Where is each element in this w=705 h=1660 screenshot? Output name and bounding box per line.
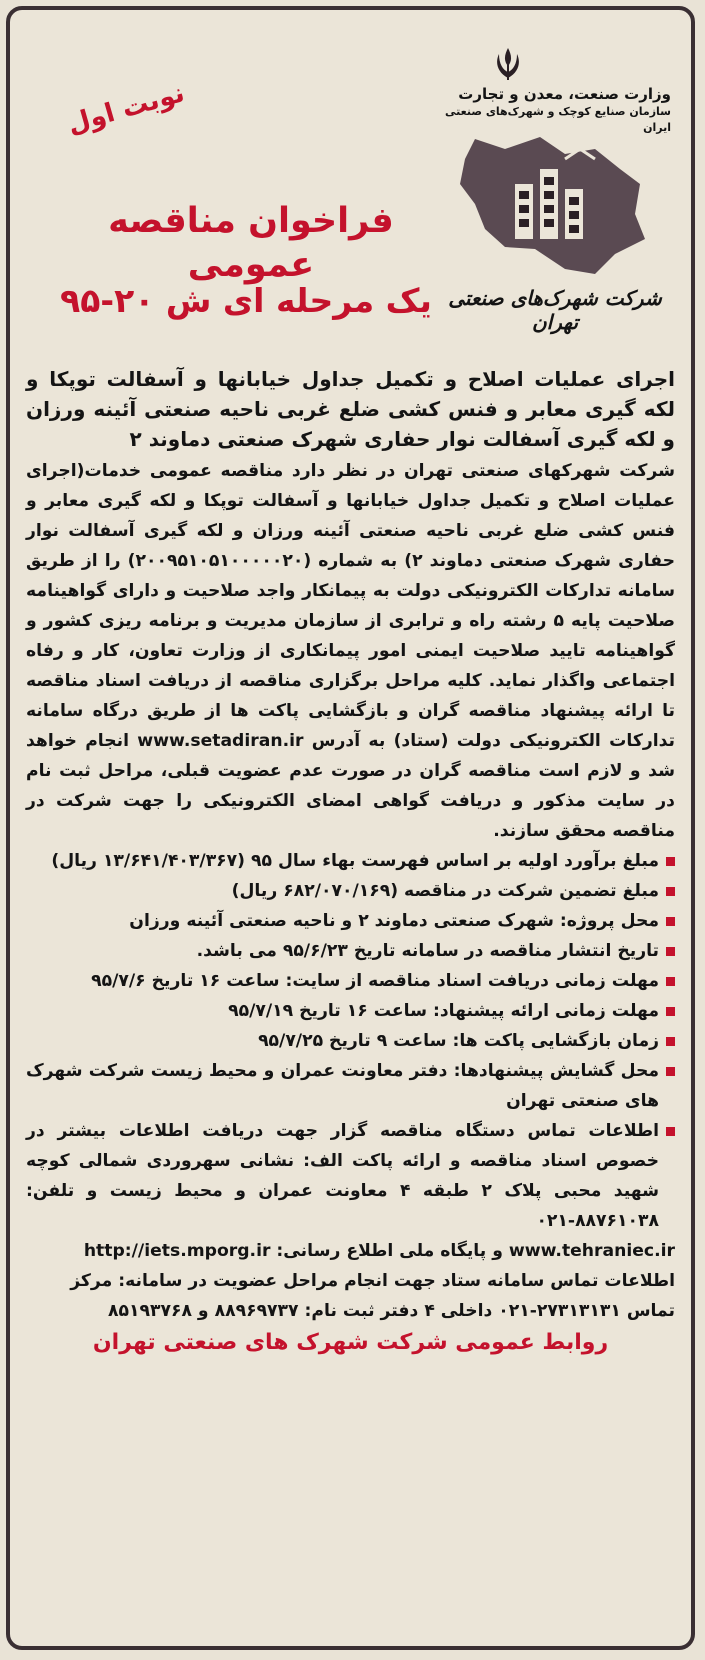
bullet-icon xyxy=(666,857,675,866)
bullet-icon xyxy=(666,887,675,896)
item-text: تاریخ انتشار مناقصه در سامانه تاریخ ۹۵/۶/۲۳ می باشد. xyxy=(196,941,659,961)
iran-emblem-icon xyxy=(491,46,525,82)
bullet-icon xyxy=(666,1037,675,1046)
list-item xyxy=(26,876,675,906)
list-item xyxy=(26,846,675,876)
organization-name: سازمان صنایع کوچک و شهرک‌های صنعتی ایران xyxy=(445,105,671,134)
company-logo-text: شرکت شهرک‌های صنعتی تهران xyxy=(448,286,662,334)
website-info: www.tehraniec.ir و پایگاه ملی اطلاع رسانی: http://iets.mporg.ir xyxy=(83,1241,675,1261)
list-item xyxy=(26,1026,675,1056)
notice-content xyxy=(26,24,675,1632)
public-relations-signature: روابط عمومی شرکت شهرک های صنعتی تهران xyxy=(92,1330,609,1355)
item-text: مهلت زمانی دریافت اسناد مناقصه از سایت: ساعت ۱۶ تاریخ ۹۵/۷/۶ xyxy=(91,971,659,991)
ministry-name: وزارت صنعت، معدن و تجارت xyxy=(458,85,671,103)
intro-text-part2: انجام خواهد شد و لازم است مناقصه گران در صورت عدم عضویت قبلی، مراحل ثبت نام در سایت مذکور و دریافت گواهی امضای الکترونیکی را جهت شرکت در مناقصه محقق سازند. xyxy=(26,731,675,841)
tender-details-list xyxy=(26,846,675,1236)
bullet-icon xyxy=(666,1007,675,1016)
list-item xyxy=(26,1116,675,1236)
notice-subtitle: یک مرحله ای ش ۲۰-۹۵ xyxy=(60,281,432,320)
list-item xyxy=(26,936,675,966)
tender-subject: اجرای عملیات اصلاح و تکمیل جداول خیابانها و آسفالت توپکا و لکه گیری معابر و فنس کشی ضلع غربی ناحیه صنعتی آئینه ورزان و لکه گیری آسفالت نوار حفاری شهرک صنعتی دماوند ۲ xyxy=(26,367,675,451)
list-item xyxy=(26,1056,675,1116)
list-item xyxy=(26,906,675,936)
iran-map-logo-icon xyxy=(445,129,655,279)
setad-contact-info: اطلاعات تماس سامانه ستاد جهت انجام مراحل عضویت در سامانه: مرکز تماس ۲۷۳۱۳۱۳۱-۰۲۱ داخلی ۴ دفتر ثبت نام: ۸۸۹۶۹۷۳۷ و ۸۵۱۹۳۷۶۸ xyxy=(70,1271,675,1321)
item-text: محل پروژه: شهرک صنعتی دماوند ۲ و ناحیه صنعتی آئینه ورزان xyxy=(129,911,659,931)
bullet-icon xyxy=(666,1067,675,1076)
list-item xyxy=(26,996,675,1026)
item-text: مبلغ تضمین شرکت در مناقصه (۶۸۲/۰۷۰/۱۶۹ ریال) xyxy=(231,881,659,901)
setad-url: www.setadiran.ir xyxy=(137,731,304,751)
list-item xyxy=(26,966,675,996)
notice-frame xyxy=(6,6,695,1650)
bullet-icon xyxy=(666,947,675,956)
round-label: نوبت اول xyxy=(64,78,188,140)
notice-title: فراخوان مناقصه عمومی xyxy=(108,201,394,285)
item-text: مهلت زمانی ارائه پیشنهاد: ساعت ۱۶ تاریخ ۹۵/۷/۱۹ xyxy=(228,1001,659,1021)
item-text: اطلاعات تماس دستگاه مناقصه گزار جهت دریافت اطلاعات بیشتر در خصوص اسناد مناقصه و ارائه پاکت الف: نشانی سهروردی شمالی کوچه شهید محبی پلاک ۲ طبقه ۴ معاونت عمران و محیط زیست و تلفن: ۸۸۷۶۱۰۳۸-۰۲۱ xyxy=(26,1121,660,1231)
item-text: محل گشایش پیشنهادها: دفتر معاونت عمران و محیط زیست شرکت شهرک های صنعتی تهران xyxy=(26,1061,659,1111)
tender-description xyxy=(26,456,675,846)
bullet-icon xyxy=(666,977,675,986)
bullet-icon xyxy=(666,917,675,926)
item-text: مبلغ برآورد اولیه بر اساس فهرست بهاء سال ۹۵ (۱۳/۶۴۱/۴۰۳/۳۶۷ ریال) xyxy=(51,851,659,871)
intro-text-part1: شرکت شهرکهای صنعتی تهران در نظر دارد مناقصه عمومی خدمات(اجرای عملیات اصلاح و تکمیل جداول خیابانها و آسفالت توپکا و لکه گیری معابر و فنس کشی ضلع غربی ناحیه صنعتی آئینه ورزان و لکه گیری آسفالت نوار حفاری شهرک صنعتی دماوند ۲) به شماره (۲۰۰۹۵۱۰۵۱۰۰۰۰۰۲۰) را از طریق سامانه تدارکات الکترونیکی دولت به پیمانکار واجد صلاحیت و دارای گواهینامه صلاحیت پایه ۵ رشته راه و ترابری از سازمان مدیریت و برنامه ریزی کشور و گواهینامه تایید صلاحیت ایمنی امور پیمانکاری از وزارت تعاون، کار و رفاه اجتماعی واگذار نماید. کلیه مراحل برگزاری مناقصه از دریافت اسناد مناقصه تا ارائه پیشنهاد مناقصه گران و بازگشایی پاکت ها از طریق درگاه سامانه تدارکات الکترونیکی دولت (ستاد) به آدرس xyxy=(26,461,675,751)
notice-header xyxy=(26,24,675,334)
item-text: زمان بازگشایی پاکت ها: ساعت ۹ تاریخ ۹۵/۷/۲۵ xyxy=(258,1031,659,1051)
bullet-icon xyxy=(666,1127,675,1136)
